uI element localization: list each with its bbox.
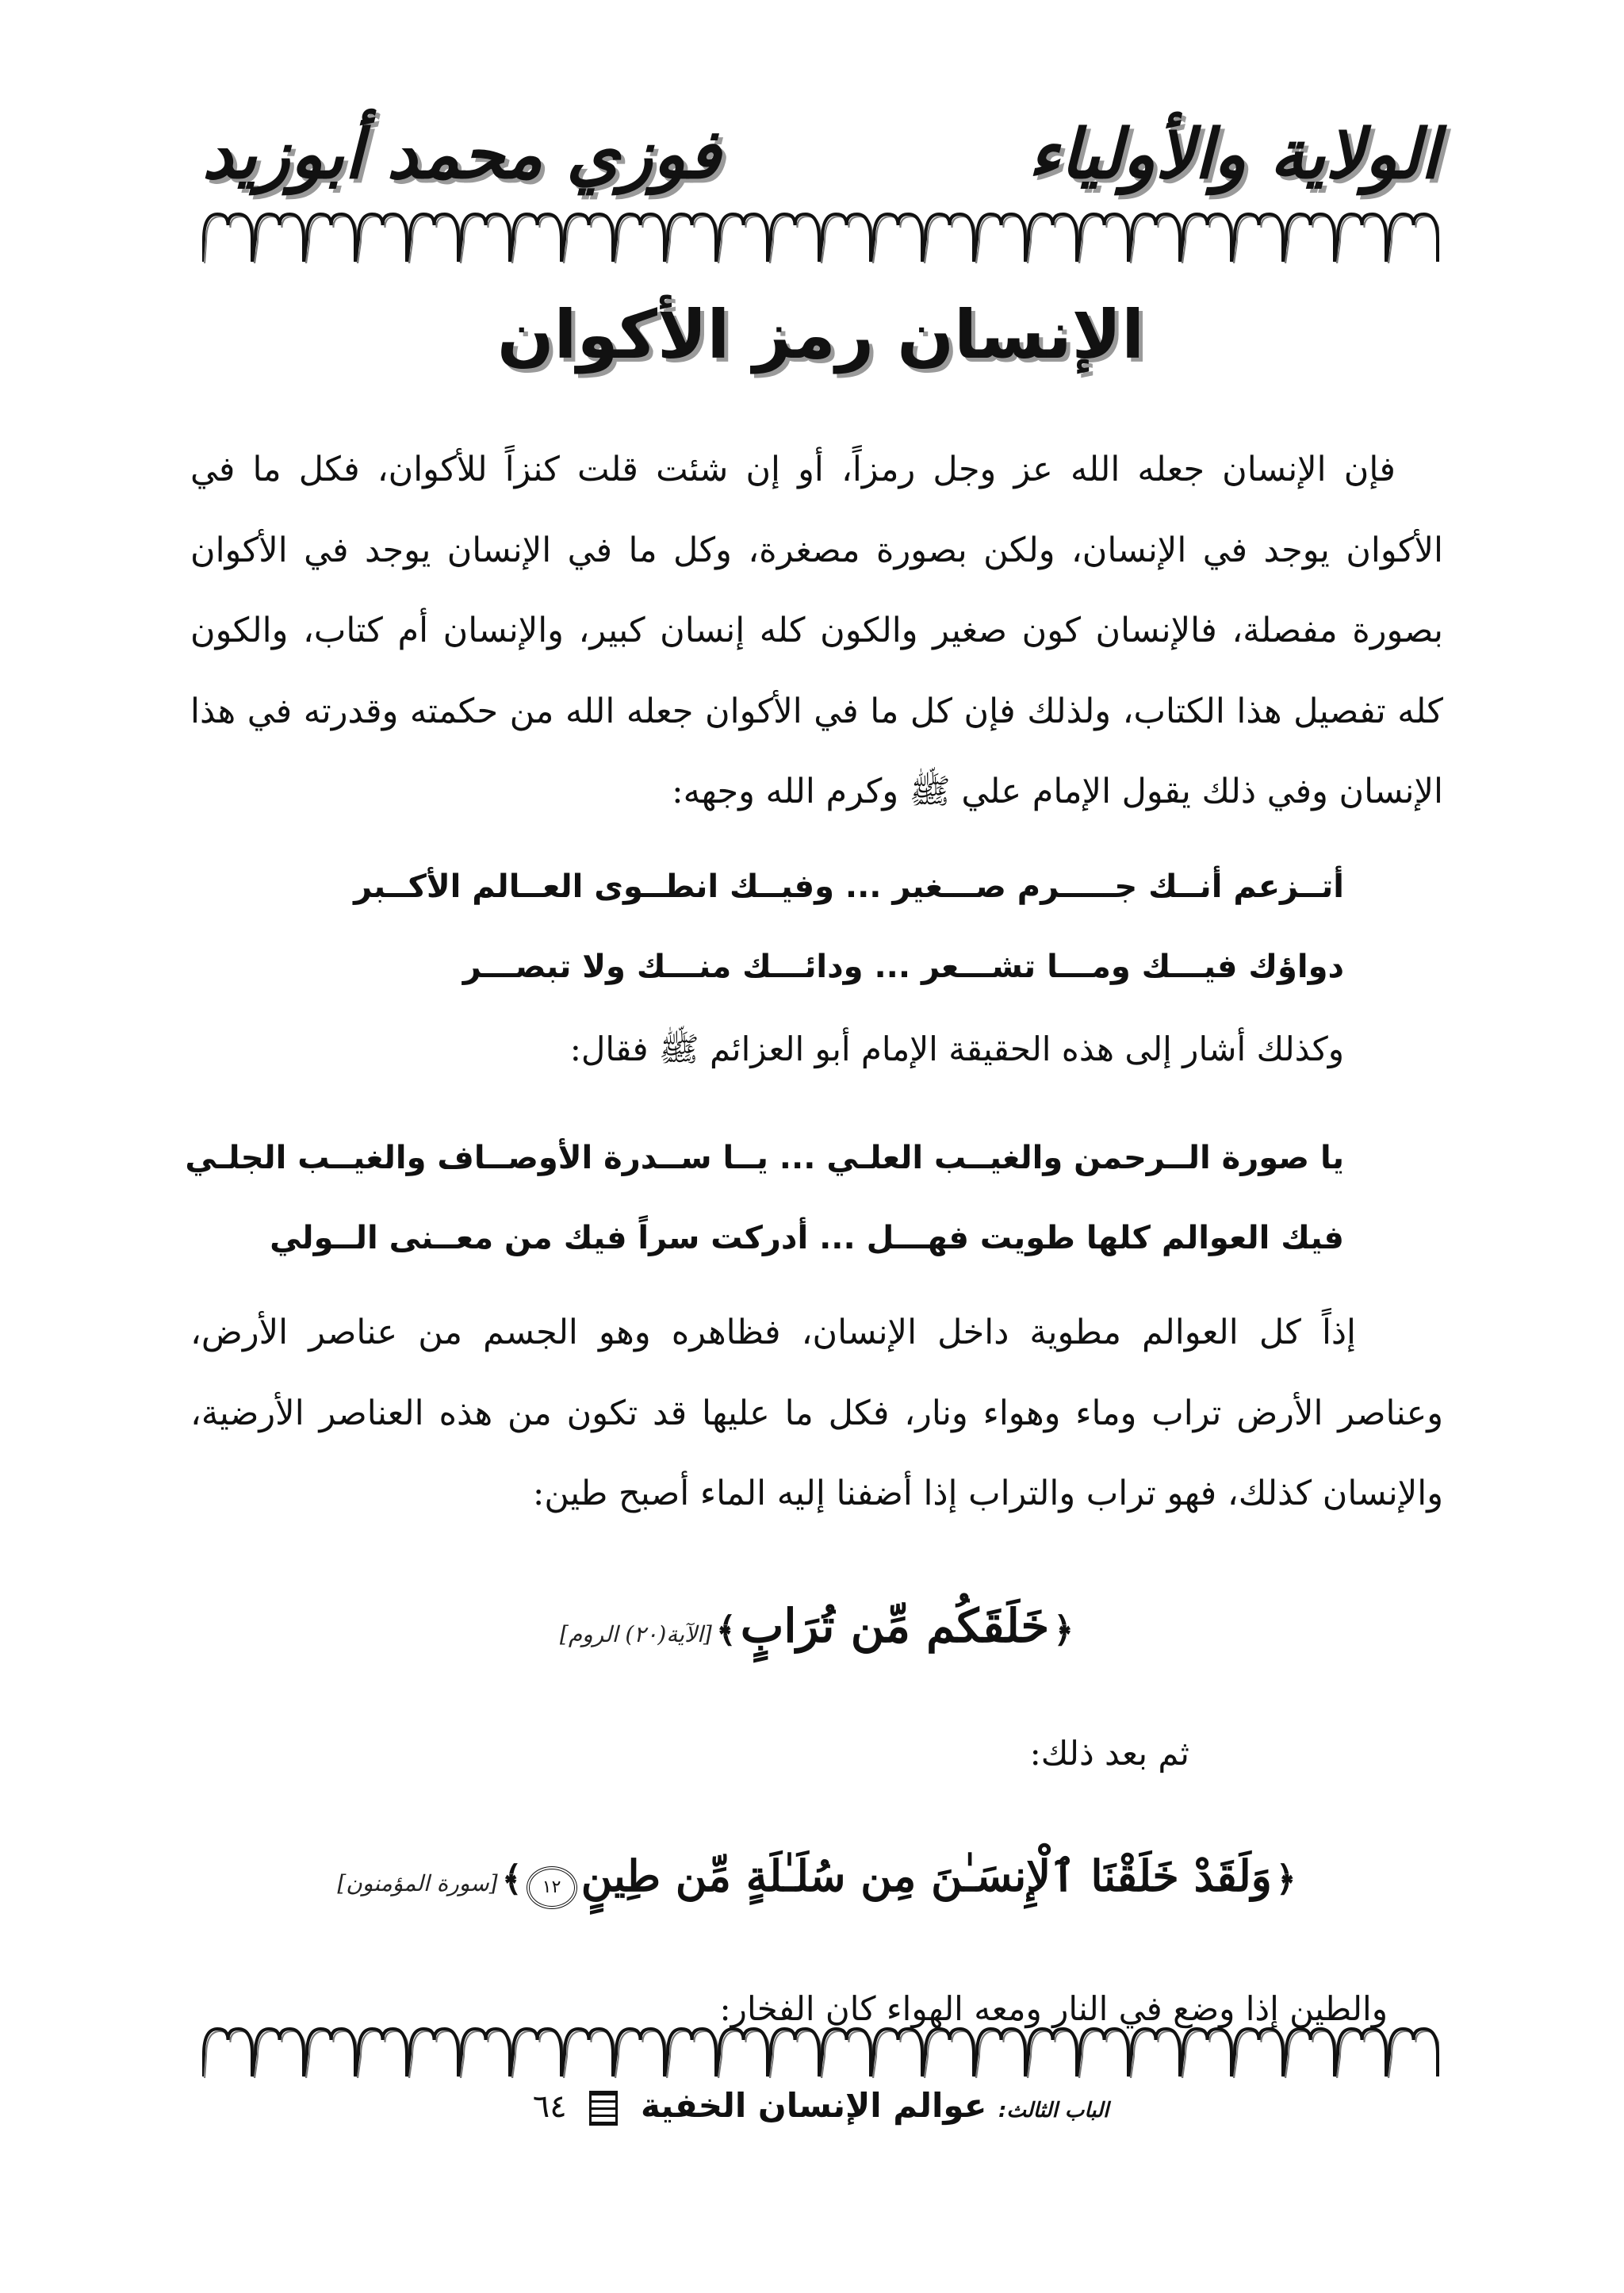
- page-footer: [202, 2078, 1439, 2138]
- paragraph-text: إذاً كل العوالم مطوية داخل الإنسان، فظاهره وهو الجسم من عناصر الأرض، وعناصر الأرض تراب وماء وهواء ونار، فكل ما عليها قد تكون من هذه العناصر الأرضية، والإنسان كذلك، فهو تراب والتراب إذا أضفنا إليه الماء أصبح طين:: [190, 1313, 1443, 1513]
- poem-block-2: [185, 1118, 1344, 1279]
- poem-line: دواؤك فيـــك ومـــا تشـــعر ... ودائـــك منـــك ولا تبصـــر: [462, 949, 1344, 985]
- verse-text: وَلَقَدْ خَلَقْنَا ٱلْإِنسَـٰنَ مِن سُلَـٰلَةٍ مِّن طِينٍ: [580, 1850, 1272, 1901]
- part-label: الباب الثالث:: [998, 2099, 1109, 2122]
- body-paragraph-2: [190, 1293, 1443, 1535]
- top-ornament-border: [202, 208, 1439, 263]
- page-number: ٦٤: [532, 2088, 567, 2125]
- verse-reference: [سورة المؤمنون]: [337, 1870, 498, 1896]
- closing-line: والطين إذا وضع في النار ومعه الهواء كان الفخار:: [719, 1989, 1388, 2028]
- book-title: الولاية والأولياء: [1028, 114, 1439, 194]
- poem-line: فيك العوالم كلها طويت فهـــل ... أدركت سراً فيك من معــنى الــولي: [270, 1220, 1344, 1256]
- poem-block-1: [313, 847, 1344, 1007]
- verse-close-bracket: ﴾: [715, 1610, 737, 1651]
- body-paragraph-1: [190, 430, 1443, 833]
- bottom-ornament-border: [202, 2023, 1439, 2078]
- quran-verse-1: [190, 1578, 1443, 1685]
- verse-close-bracket: ﴾: [501, 1859, 523, 1900]
- chapter-title: الإنسان رمز الأكوان: [496, 296, 1145, 374]
- author-name: فوزي محمد أبوزيد: [202, 114, 721, 194]
- verse-number-medallion: ١٢: [527, 1866, 577, 1909]
- verse-text: خَلَقَكُم مِّن تُرَابٍ: [740, 1599, 1050, 1653]
- verse-open-bracket: ﴿: [1275, 1859, 1297, 1900]
- verse-open-bracket: ﴿: [1053, 1610, 1074, 1651]
- poem-line: يا صورة الــرحمن والغيــب العلـي ... يــا ســدرة الأوصــاف والغيــب الجلـي: [185, 1140, 1344, 1176]
- book-icon: [589, 2091, 618, 2126]
- quran-verse-2: [190, 1828, 1443, 1934]
- page-header: [202, 103, 1439, 206]
- transition-line: ثم بعد ذلك:: [1029, 1734, 1189, 1773]
- intro-line: وكذلك أشار إلى هذه الحقيقة الإمام أبو العزائم ﷺ فقال:: [569, 1030, 1344, 1068]
- paragraph-text: فإن الإنسان جعله الله عز وجل رمزاً، أو إن شئت قلت كنزاً للأكوان، فكل ما في الأكوان يوجد في الإنسان، ولكن بصورة مصغرة، وكل ما في الإنسان يوجد في الأكوان بصورة مفصلة، فالإنسان كون صغير والكون كله إنسان كبير، والإنسان أم كتاب، والكون كله تفصيل هذا الكتاب، ولذلك فإن كل ما في الأكوان جعله الله من حكمته وقدرته في هذا الإنسان وفي ذلك يقول الإمام علي ﷺ وكرم الله وجهه:: [190, 450, 1443, 811]
- verse-reference: [الآية(٢٠) الروم]: [559, 1621, 712, 1647]
- section-title: عوالم الإنسان الخفية: [640, 2086, 987, 2125]
- poem-line: أتــزعم أنــك جـــــرم صـــغير ... وفيــك انطــوى العــالم الأكــبر: [354, 869, 1344, 905]
